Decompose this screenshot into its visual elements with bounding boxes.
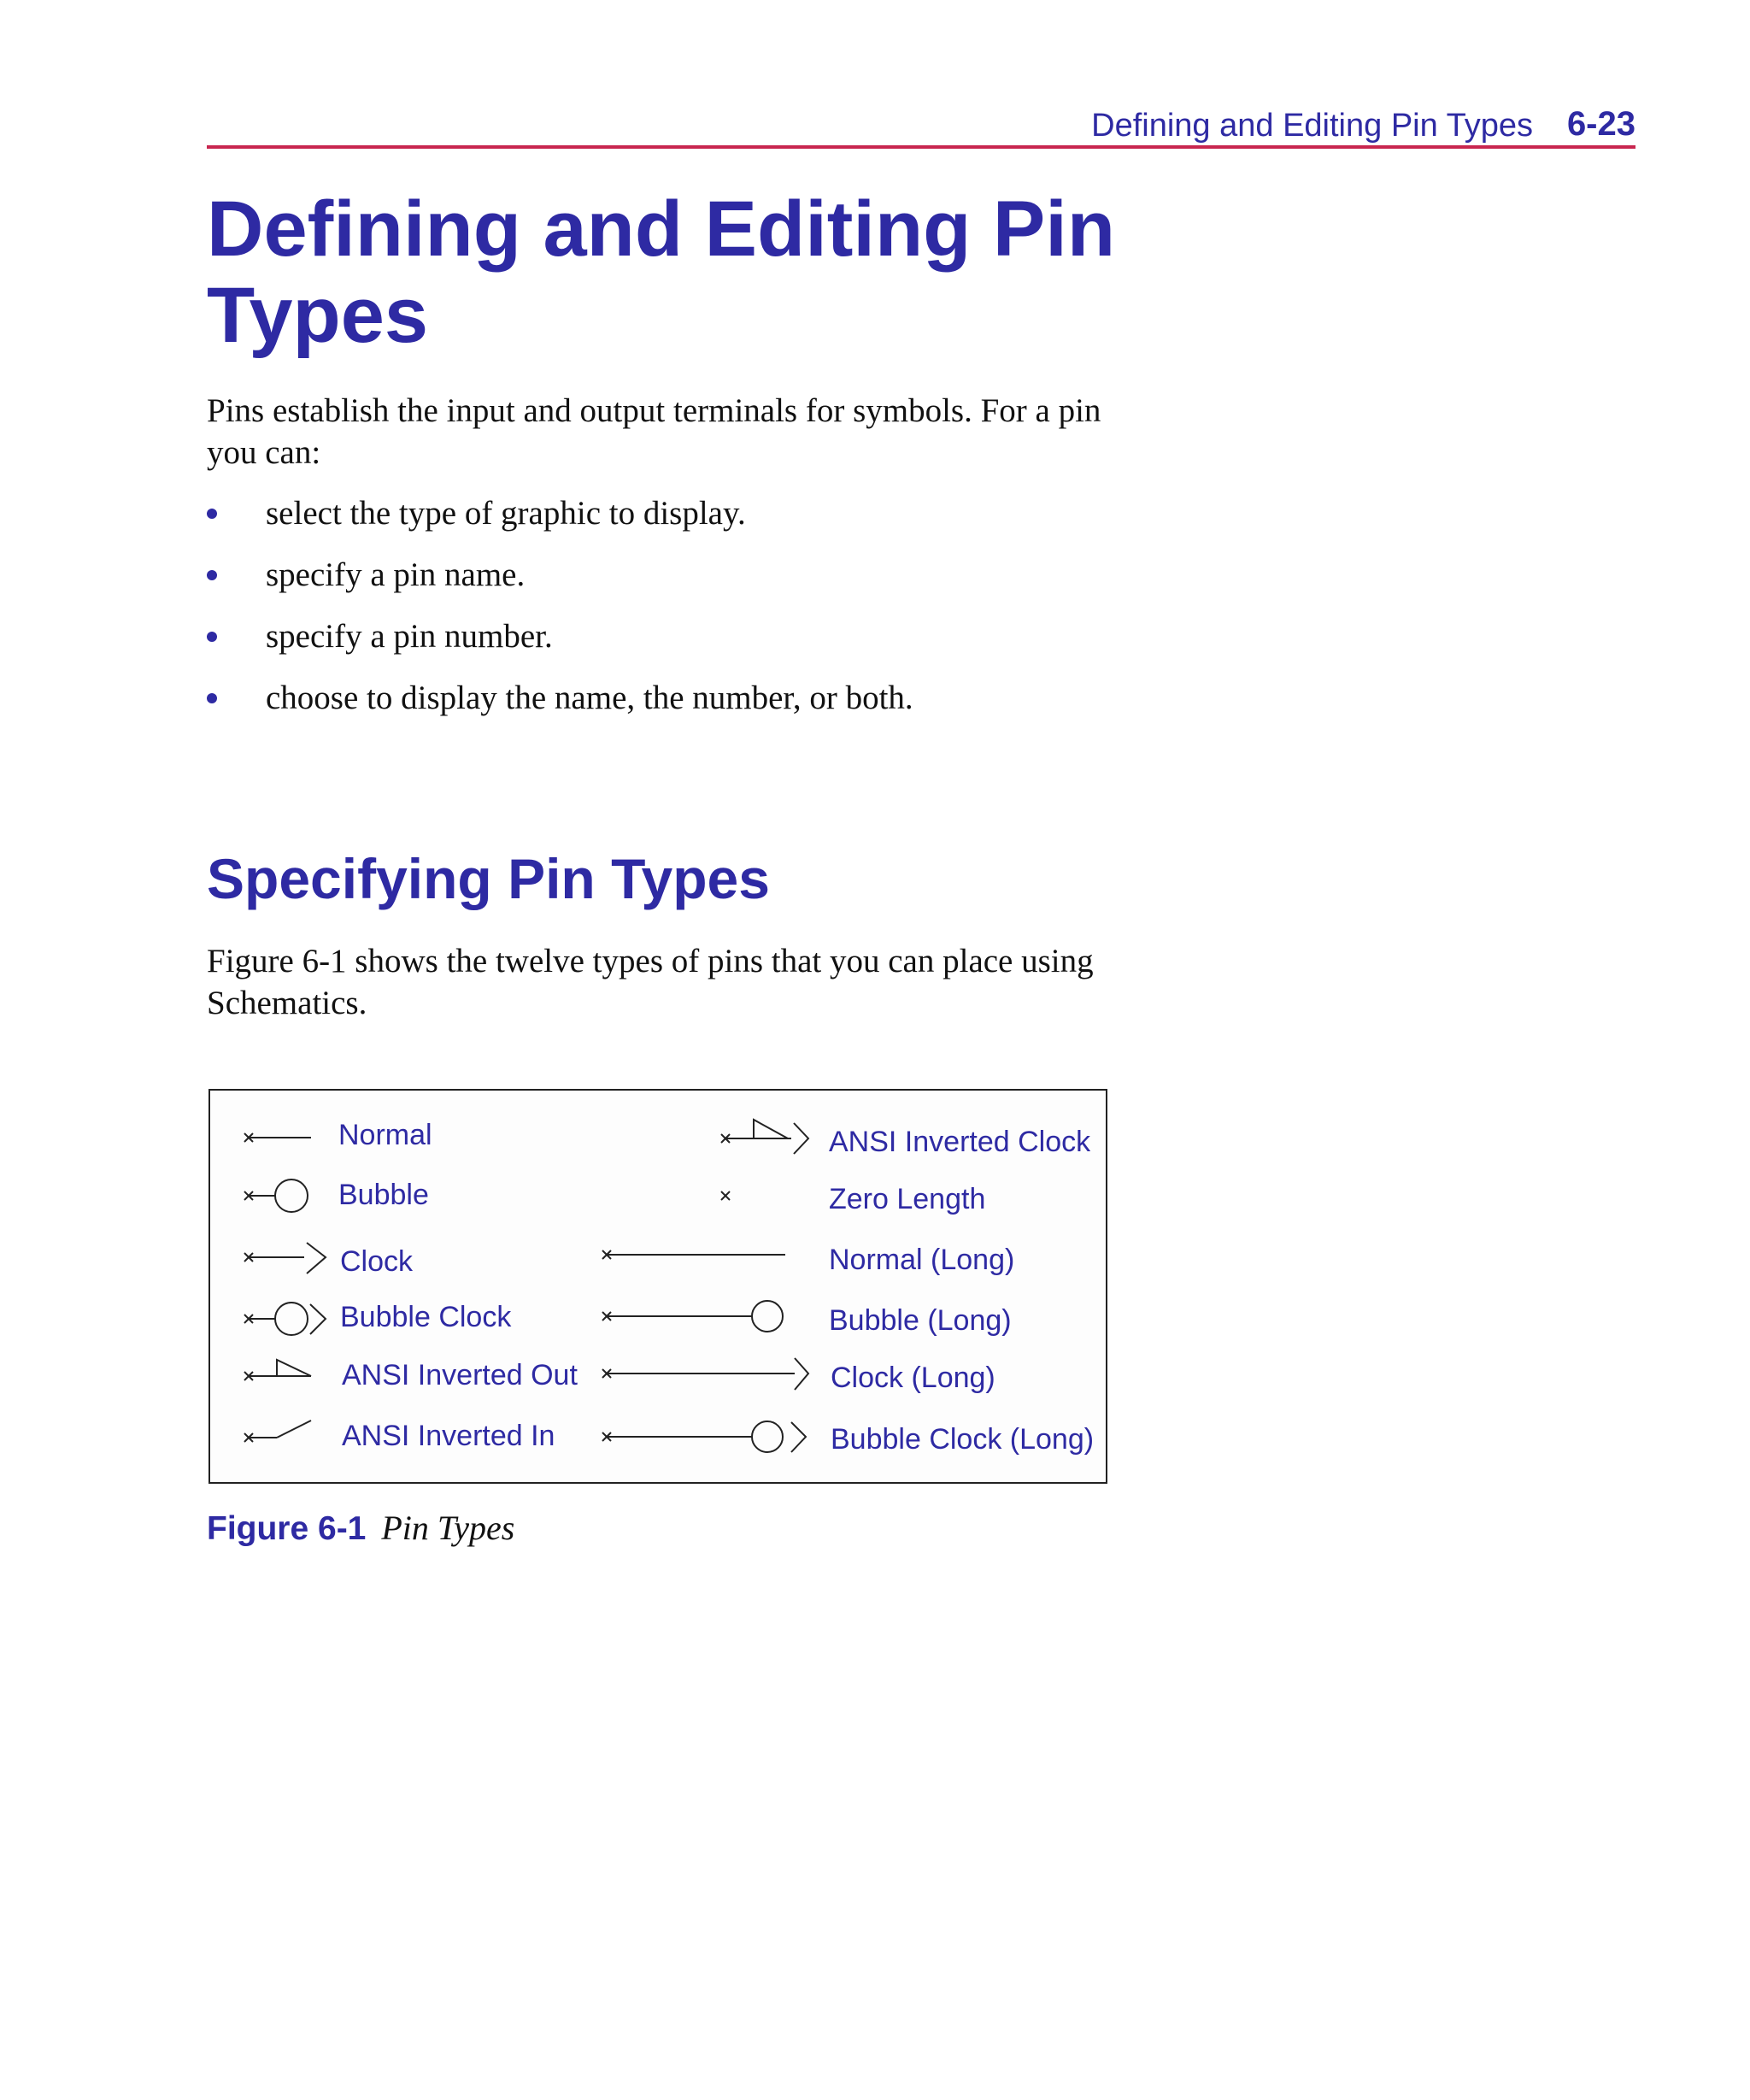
pin-label: ANSI Inverted Out: [342, 1359, 578, 1391]
bullet-text: specify a pin number.: [266, 618, 553, 655]
pin-symbol-bubble: [244, 1179, 308, 1212]
intro-paragraph: Pins establish the input and output terminals for symbols. For a pin you can:: [207, 392, 1101, 471]
bullet-text: specify a pin name.: [266, 556, 526, 593]
pin-label: Normal: [338, 1119, 432, 1151]
page-title: Defining and Editing Pin Types: [207, 185, 1116, 359]
bullet-dot-icon: [207, 570, 217, 580]
pin-symbol-clock: [244, 1243, 326, 1274]
pin-label: Zero Length: [829, 1183, 986, 1215]
figure-caption: [207, 1508, 514, 1548]
pin-label: ANSI Inverted Clock: [829, 1126, 1091, 1158]
pin-label: Clock (Long): [831, 1362, 995, 1394]
pin-label: ANSI Inverted In: [342, 1420, 555, 1452]
bullet-text: select the type of graphic to display.: [266, 495, 746, 532]
pin-label: Clock: [340, 1245, 414, 1278]
pin-symbol-bubble-clock-long: [602, 1421, 806, 1452]
pin-symbol-zero-length: [721, 1191, 730, 1200]
bullet-item: [207, 552, 1147, 614]
pin-label: Bubble (Long): [829, 1304, 1012, 1337]
figure-caption-number: Figure 6-1: [207, 1510, 367, 1547]
running-header-title: Defining and Editing Pin Types: [1091, 108, 1533, 144]
pin-label: Bubble: [338, 1179, 429, 1211]
bullet-list: [207, 491, 1147, 737]
pin-label: Normal (Long): [829, 1244, 1015, 1276]
page-number: 6-23: [1566, 105, 1635, 143]
pin-symbol-normal: [244, 1133, 311, 1142]
pin-types-figure: [208, 1089, 1107, 1484]
pin-label: Bubble Clock: [340, 1301, 512, 1333]
section-title: Specifying Pin Types: [207, 847, 770, 910]
bullet-dot-icon: [207, 632, 217, 642]
figure-caption-title: Pin Types: [381, 1509, 515, 1547]
bullet-item: [207, 491, 1147, 552]
pin-symbol-clock-long: [602, 1358, 808, 1390]
pin-label: Bubble Clock (Long): [831, 1423, 1095, 1456]
pin-symbol-normal-long: [602, 1250, 785, 1259]
pin-symbol-ansi-inverted-in: [244, 1421, 311, 1442]
running-header: [207, 103, 1635, 149]
pin-symbol-ansi-inverted-out: [244, 1360, 311, 1380]
bullet-dot-icon: [207, 693, 217, 703]
bullet-text: choose to display the name, the number, or both.: [266, 679, 913, 716]
pin-symbol-bubble-long: [602, 1301, 783, 1332]
bullet-item: [207, 675, 1147, 737]
bullet-dot-icon: [207, 509, 217, 519]
section-paragraph: Figure 6-1 shows the twelve types of pins that you can place using Schematics.: [207, 943, 1094, 1021]
pin-symbol-ansi-inverted-clock: [721, 1120, 808, 1154]
bullet-item: [207, 614, 1147, 675]
pin-symbol-bubble-clock: [244, 1303, 326, 1335]
